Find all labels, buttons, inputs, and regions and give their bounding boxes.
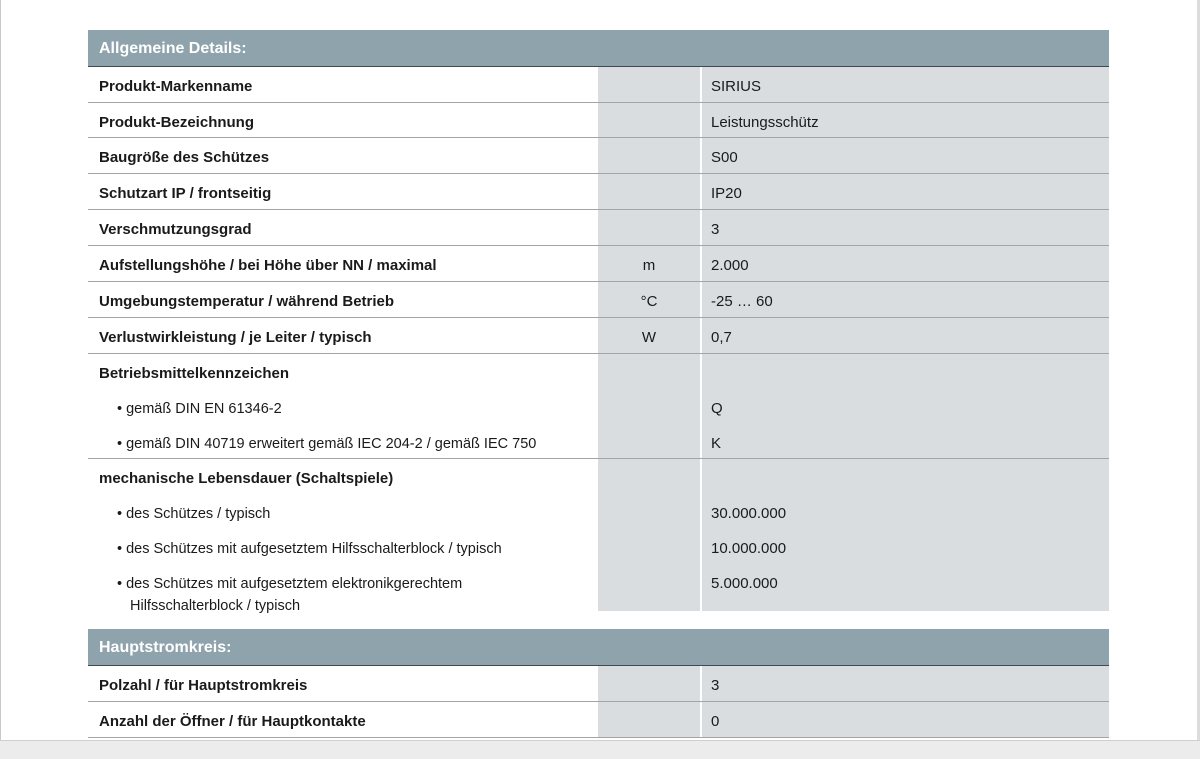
group-item-label: • des Schützes mit aufgesetztem Hilfsschalterblock / typisch bbox=[117, 541, 502, 557]
row-label: Baugröße des Schützes bbox=[99, 149, 270, 166]
group-item-row bbox=[88, 494, 1109, 529]
row-label: Polzahl / für Hauptstromkreis bbox=[99, 677, 308, 694]
group-header-row bbox=[88, 459, 1109, 494]
table-row bbox=[88, 174, 1109, 210]
table-row bbox=[88, 103, 1109, 138]
group-item-row bbox=[88, 424, 1109, 459]
table-row bbox=[88, 282, 1109, 318]
group-item-label bbox=[117, 573, 594, 617]
group-item-row bbox=[88, 389, 1109, 424]
group-item-row bbox=[88, 564, 1109, 614]
group-label: mechanische Lebensdauer (Schaltspiele) bbox=[99, 470, 394, 487]
row-label: Anzahl der Öffner / für Hauptkontakte bbox=[99, 713, 366, 730]
row-value: Leistungsschütz bbox=[711, 114, 819, 131]
section-general-details bbox=[88, 30, 1109, 614]
group-header-row bbox=[88, 354, 1109, 389]
group-item-value: 5.000.000 bbox=[711, 575, 778, 592]
group-item-label: • des Schützes / typisch bbox=[117, 506, 271, 522]
row-label: Verlustwirkleistung / je Leiter / typisch bbox=[99, 329, 372, 346]
row-label: Verschmutzungsgrad bbox=[99, 221, 252, 238]
row-value: 0,7 bbox=[711, 329, 732, 346]
table-row bbox=[88, 67, 1109, 103]
row-label: Produkt-Markenname bbox=[99, 78, 253, 95]
section-title: Hauptstromkreis: bbox=[88, 629, 1109, 666]
group-item-value: 30.000.000 bbox=[711, 505, 787, 522]
table-row bbox=[88, 318, 1109, 354]
group-item-value: K bbox=[711, 435, 722, 452]
group-item-value: Q bbox=[711, 400, 723, 417]
row-value: 2.000 bbox=[711, 257, 749, 274]
group-item-label: • gemäß DIN EN 61346-2 bbox=[117, 401, 282, 417]
row-value: 3 bbox=[711, 221, 720, 238]
row-value: IP20 bbox=[711, 185, 742, 202]
group-item-value: 10.000.000 bbox=[711, 540, 787, 557]
row-unit: °C bbox=[640, 293, 658, 310]
table-row bbox=[88, 666, 1109, 702]
bottom-scroll-area[interactable] bbox=[0, 740, 1200, 759]
window-left-border bbox=[0, 0, 1, 740]
table-row bbox=[88, 702, 1109, 738]
group-item-label-line1: • des Schützes mit aufgesetztem elektronikgerechtem bbox=[117, 576, 463, 592]
row-value: SIRIUS bbox=[711, 78, 762, 95]
section-main-circuit bbox=[88, 629, 1109, 738]
group-item-label: • gemäß DIN 40719 erweitert gemäß IEC 204-2 / gemäß IEC 750 bbox=[117, 436, 537, 452]
group-item-row bbox=[88, 529, 1109, 564]
row-value: 3 bbox=[711, 677, 720, 694]
group-item-label-line2: Hilfsschalterblock / typisch bbox=[130, 598, 301, 614]
row-value: 0 bbox=[711, 713, 720, 730]
row-label: Umgebungstemperatur / während Betrieb bbox=[99, 293, 395, 310]
row-unit: W bbox=[641, 329, 657, 346]
row-label: Aufstellungshöhe / bei Höhe über NN / maximal bbox=[99, 257, 437, 274]
row-label: Schutzart IP / frontseitig bbox=[99, 185, 272, 202]
section-title: Allgemeine Details: bbox=[88, 30, 1109, 67]
table-row bbox=[88, 138, 1109, 174]
group-label: Betriebsmittelkennzeichen bbox=[99, 365, 290, 382]
row-label: Produkt-Bezeichnung bbox=[99, 114, 255, 131]
row-value: -25 … 60 bbox=[711, 293, 773, 310]
table-row bbox=[88, 210, 1109, 246]
row-value: S00 bbox=[711, 149, 738, 166]
row-unit: m bbox=[642, 257, 656, 274]
table-row bbox=[88, 246, 1109, 282]
